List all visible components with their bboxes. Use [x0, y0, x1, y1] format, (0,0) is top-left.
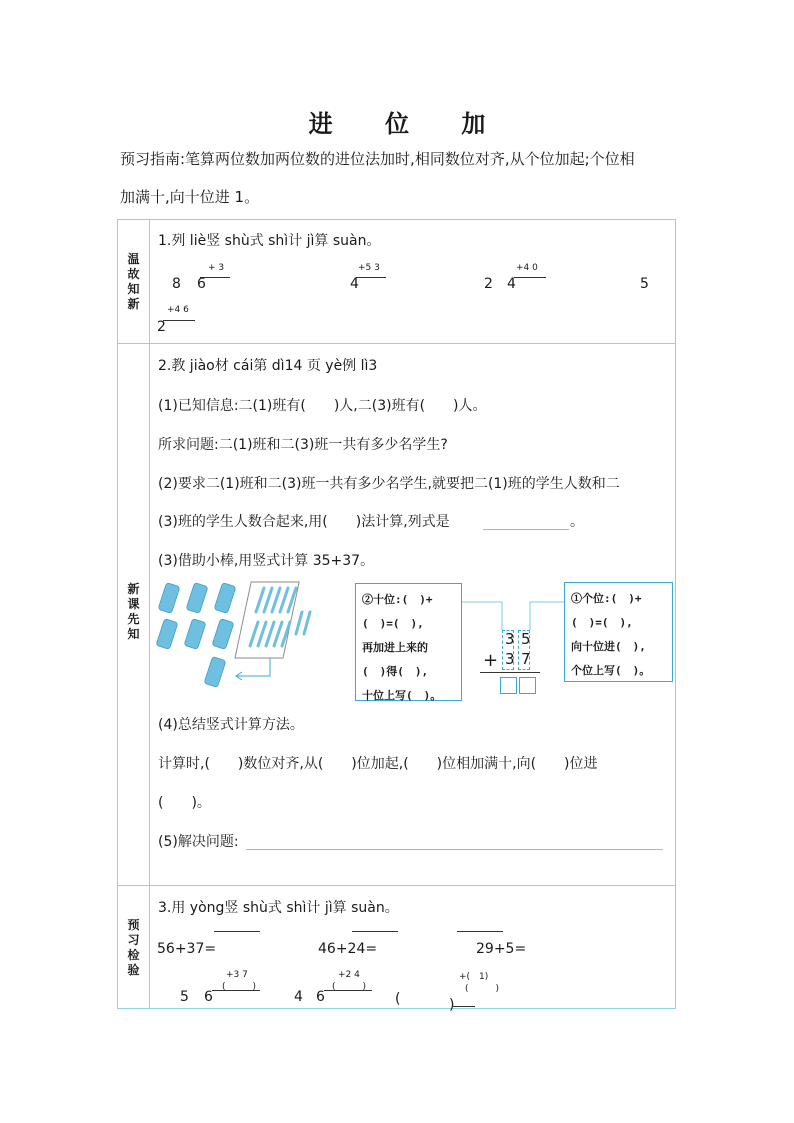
problem-4-digit-ones: 2: [157, 319, 166, 335]
question-1-title: 1.列 liè竖 shù式 shì计 jì算 suàn。: [158, 233, 381, 249]
stick-bundle-icon: [212, 619, 234, 650]
tens-box-line-1: ②十位:( )+: [362, 593, 433, 606]
problem-1-digit-tens: 8: [172, 276, 181, 292]
bottom-tens-digit: 3: [505, 650, 515, 668]
sum-ones-box[interactable]: [519, 677, 536, 694]
intro-line-1: 预习指南:笔算两位数加两位数的进位法加时,相同数位对齐,从个位加起;个位相: [120, 150, 635, 168]
check-1-line: [212, 990, 260, 991]
tens-explanation-box: [355, 583, 462, 701]
intro-line-2: 加满十,向十位进 1。: [120, 188, 260, 206]
part-2-line-2: (3)班的学生人数合起来,用( )法计算,列式是: [158, 514, 450, 530]
stick-bundle-icon: [156, 619, 178, 650]
stick-bundle-icon: [214, 583, 236, 614]
side-label-newlesson-text: 新课先知: [127, 582, 140, 641]
box-connectors: [462, 598, 566, 634]
top-ones-digit: 5: [521, 630, 531, 648]
answer-line-3[interactable]: [457, 931, 503, 932]
check-3-operand: +( 1): [459, 972, 489, 982]
side-label-warmup: [118, 252, 149, 312]
tens-box-line-5: 十位上写( )。: [362, 689, 442, 702]
problem-2-operand: +5 3: [358, 263, 380, 273]
check-3-line: [453, 1006, 475, 1007]
check-3-parens: ( ): [465, 984, 500, 994]
part-1-known-info: (1)已知信息:二(1)班有( )人,二(3)班有( )人。: [158, 398, 487, 414]
part-4-line-2: ( )。: [158, 795, 211, 811]
ones-box-line-3: 向十位进( ),: [571, 640, 646, 653]
check-3-close-paren: ): [449, 997, 455, 1013]
part-1-question: 所求问题:二(1)班和二(3)班一共有多少名学生?: [158, 437, 448, 453]
problem-1-operand: + 3: [208, 263, 225, 273]
sticks-illustration: [152, 578, 348, 696]
side-label-newlesson: [118, 582, 149, 642]
side-label-preview: [118, 918, 149, 978]
part-5-title: (5)解决问题:: [158, 834, 239, 850]
ones-box-line-4: 个位上写( )。: [571, 664, 651, 677]
row-divider-2: [117, 885, 676, 886]
bottom-ones-digit: 7: [521, 650, 531, 668]
solve-answer-line[interactable]: [246, 849, 663, 850]
stick-bundle-icon: [204, 657, 226, 688]
tens-box-line-3: 再加进上来的: [362, 641, 428, 654]
table-column-divider: [149, 219, 150, 1009]
question-3-title: 3.用 yòng竖 shù式 shì计 jì算 suàn。: [158, 900, 399, 916]
stick-bundle-icon: [184, 619, 206, 650]
check-2-parens: ( ): [332, 982, 367, 992]
check-2-digit-ones: 6: [316, 989, 325, 1005]
problem-3-operand: +4 0: [516, 263, 538, 273]
question-2-title: 2.教 jiào材 cái第 dì14 页 yè例 lì3: [158, 358, 378, 374]
stick-bundle-icon: [158, 583, 180, 614]
check-2-digit-tens: 4: [294, 989, 303, 1005]
ones-explanation-box: [564, 582, 673, 682]
expression-blank[interactable]: [483, 529, 569, 530]
equation-3: 29+5=: [476, 941, 527, 957]
check-2-line: [324, 990, 372, 991]
check-2-operand: +2 4: [338, 970, 360, 980]
tens-box-line-4: ( )得( ),: [362, 665, 429, 678]
problem-3-digit-ones: 4: [507, 276, 516, 292]
part-3-title: (3)借助小棒,用竖式计算 35+37。: [158, 553, 375, 569]
equation-2: 46+24=: [318, 941, 378, 957]
problem-2-digit-ones: 4: [350, 276, 359, 292]
page-title: 进 位 加: [308, 110, 508, 138]
part-2-line-1: (2)要求二(1)班和二(3)班一共有多少名学生,就要把二(1)班的学生人数和二: [158, 476, 620, 492]
sum-tens-box[interactable]: [500, 677, 517, 694]
side-label-warmup-text: 温故知新: [127, 252, 140, 311]
problem-2-line: [356, 277, 386, 278]
equation-1: 56+37=: [157, 941, 217, 957]
ones-box-line-1: ①个位:( )+: [571, 592, 642, 605]
check-1-digit-tens: 5: [180, 989, 189, 1005]
problem-4-operand: +4 6: [167, 305, 189, 315]
problem-3-line: [514, 277, 546, 278]
problem-3-digit-tens: 2: [484, 276, 493, 292]
top-tens-digit: 3: [505, 630, 515, 648]
row-divider-1: [117, 343, 676, 344]
stick-bundle-icon: [186, 583, 208, 614]
ones-box-line-2: ( )=( ),: [571, 616, 633, 629]
answer-line-1[interactable]: [214, 931, 260, 932]
side-label-preview-text: 预习检验: [127, 918, 140, 977]
sum-line: [480, 672, 540, 673]
part-2-end-mark: 。: [570, 514, 584, 530]
answer-line-2[interactable]: [352, 931, 398, 932]
plus-sign: +: [483, 650, 499, 671]
check-1-operand: +3 7: [226, 970, 248, 980]
problem-4-digit-tens: 5: [640, 276, 649, 292]
vertical-addition-35-37: [480, 630, 550, 698]
part-4-title: (4)总结竖式计算方法。: [158, 717, 304, 733]
check-1-digit-ones: 6: [204, 989, 213, 1005]
problem-1-digit-ones: 6: [197, 276, 206, 292]
part-4-line-1: 计算时,( )数位对齐,从( )位加起,( )位相加满十,向( )位进: [158, 756, 598, 772]
tens-box-line-2: ( )=( ),: [362, 617, 424, 630]
check-3-open-paren: (: [395, 991, 401, 1007]
problem-4-line: [163, 320, 195, 321]
check-1-parens: ( ): [222, 982, 257, 992]
